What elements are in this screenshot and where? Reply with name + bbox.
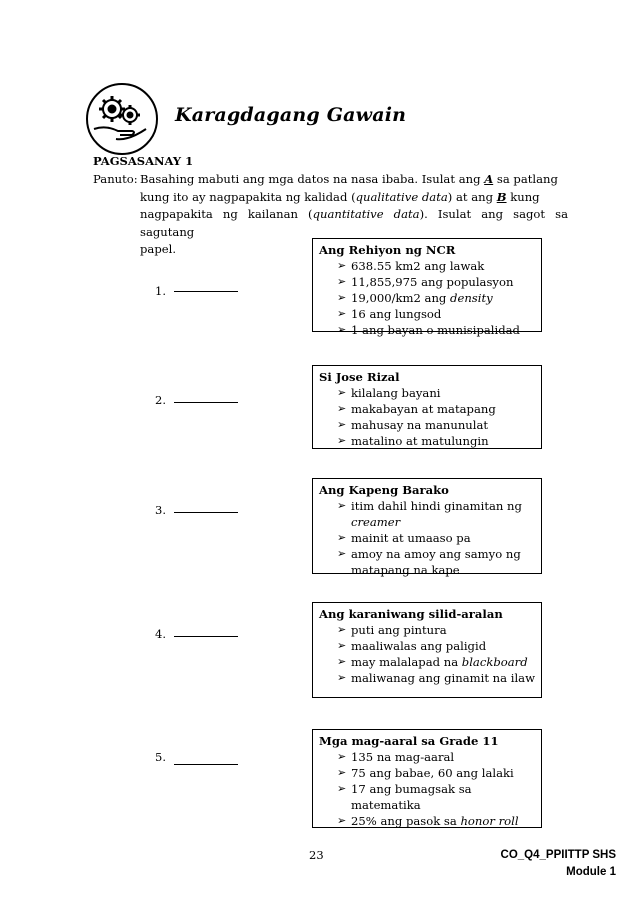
module-code-line: CO_Q4_PPIITTP SHS — [500, 849, 616, 861]
instructions-text: kung ito ay nagpapakita ng kalidad ( — [140, 189, 356, 204]
bullet-item: ➢ 17 ang bumagsak sa matematika — [337, 781, 535, 813]
section-title: PAGSASANAY 1 — [93, 154, 194, 168]
instructions-text: papel. — [140, 242, 177, 256]
instructions-text: ) at ang — [447, 189, 494, 204]
box-title: Mga mag-aaral sa Grade 11 — [319, 734, 499, 748]
bullet-item: ➢ maaliwalas ang paligid — [337, 638, 535, 654]
bullet-item: ➢ maliwanag ang ginamit na ilaw — [337, 670, 535, 686]
page-number: 23 — [309, 848, 324, 862]
instructions-text: sa patlang — [496, 172, 558, 186]
item-number: 5. — [155, 750, 166, 764]
answer-a: A — [484, 172, 494, 186]
bullet-item: ➢ makabayan at matapang — [337, 401, 535, 417]
box-title: Ang Rehiyon ng NCR — [319, 243, 456, 257]
module-code — [501, 847, 616, 881]
gears-in-hand-icon — [86, 83, 158, 155]
bullet-item: ➢ 25% ang pasok sa honor roll — [337, 813, 535, 829]
item-number: 4. — [155, 627, 166, 641]
bullet-item: ➢ may malalapad na blackboard — [337, 654, 535, 670]
answer-blank[interactable] — [174, 291, 238, 292]
page-title: Karagdagang Gawain — [175, 104, 407, 126]
instructions-text: kung — [510, 189, 540, 204]
answer-blank[interactable] — [174, 512, 238, 513]
module-code-line: Module 1 — [566, 866, 616, 878]
instructions-label: Panuto: — [93, 172, 138, 186]
bullet-item: ➢ mainit at umaaso pa — [337, 530, 535, 546]
answer-blank[interactable] — [174, 636, 238, 637]
bullet-item: ➢ 11,855,975 ang populasyon — [337, 274, 535, 290]
bullet-item: ➢ kilalang bayani — [337, 385, 535, 401]
data-box — [312, 478, 542, 577]
data-box — [312, 729, 542, 828]
bullet-item: ➢ 75 ang babae, 60 ang lalaki — [337, 765, 535, 781]
data-box — [312, 602, 542, 698]
instructions-text: ). Isulat ang sagot sa sagutang — [140, 207, 568, 239]
instructions-text: nagpapakita ng kailanan ( — [140, 207, 313, 221]
bullet-item: ➢ matalino at matulungin — [337, 433, 535, 449]
instructions-text: Basahing mabuti ang mga datos na nasa ibaba. Isulat ang — [140, 172, 481, 186]
box-title: Si Jose Rizal — [319, 370, 400, 384]
data-box — [312, 238, 542, 337]
quantitative-term: quantitative data — [312, 207, 420, 221]
answer-b: B — [496, 189, 507, 204]
box-title: Ang Kapeng Barako — [319, 483, 449, 497]
bullet-item: ➢ amoy na amoy ang samyo ng matapang na kape — [337, 546, 535, 578]
bullet-item: ➢ 19,000/km2 ang density — [337, 290, 535, 306]
bullet-item: ➢ itim dahil hindi ginamitan ng creamer — [337, 498, 535, 530]
bullet-item: ➢ puti ang pintura — [337, 622, 535, 638]
item-number: 2. — [155, 393, 166, 407]
bullet-item: ➢ 1 ang bayan o munisipalidad — [337, 322, 535, 338]
bullet-item: ➢ 135 na mag-aaral — [337, 749, 535, 765]
bullet-item: ➢ 638.55 km2 ang lawak — [337, 258, 535, 274]
bullet-item: ➢ 16 ang lungsod — [337, 306, 535, 322]
data-box — [312, 365, 542, 449]
bullet-item: ➢ mahusay na manunulat — [337, 417, 535, 433]
qualitative-term: qualitative data — [355, 189, 448, 204]
item-number: 1. — [155, 284, 166, 298]
answer-blank[interactable] — [174, 764, 238, 765]
box-title: Ang karaniwang silid-aralan — [319, 607, 503, 621]
answer-blank[interactable] — [174, 402, 238, 403]
item-number: 3. — [155, 503, 166, 517]
